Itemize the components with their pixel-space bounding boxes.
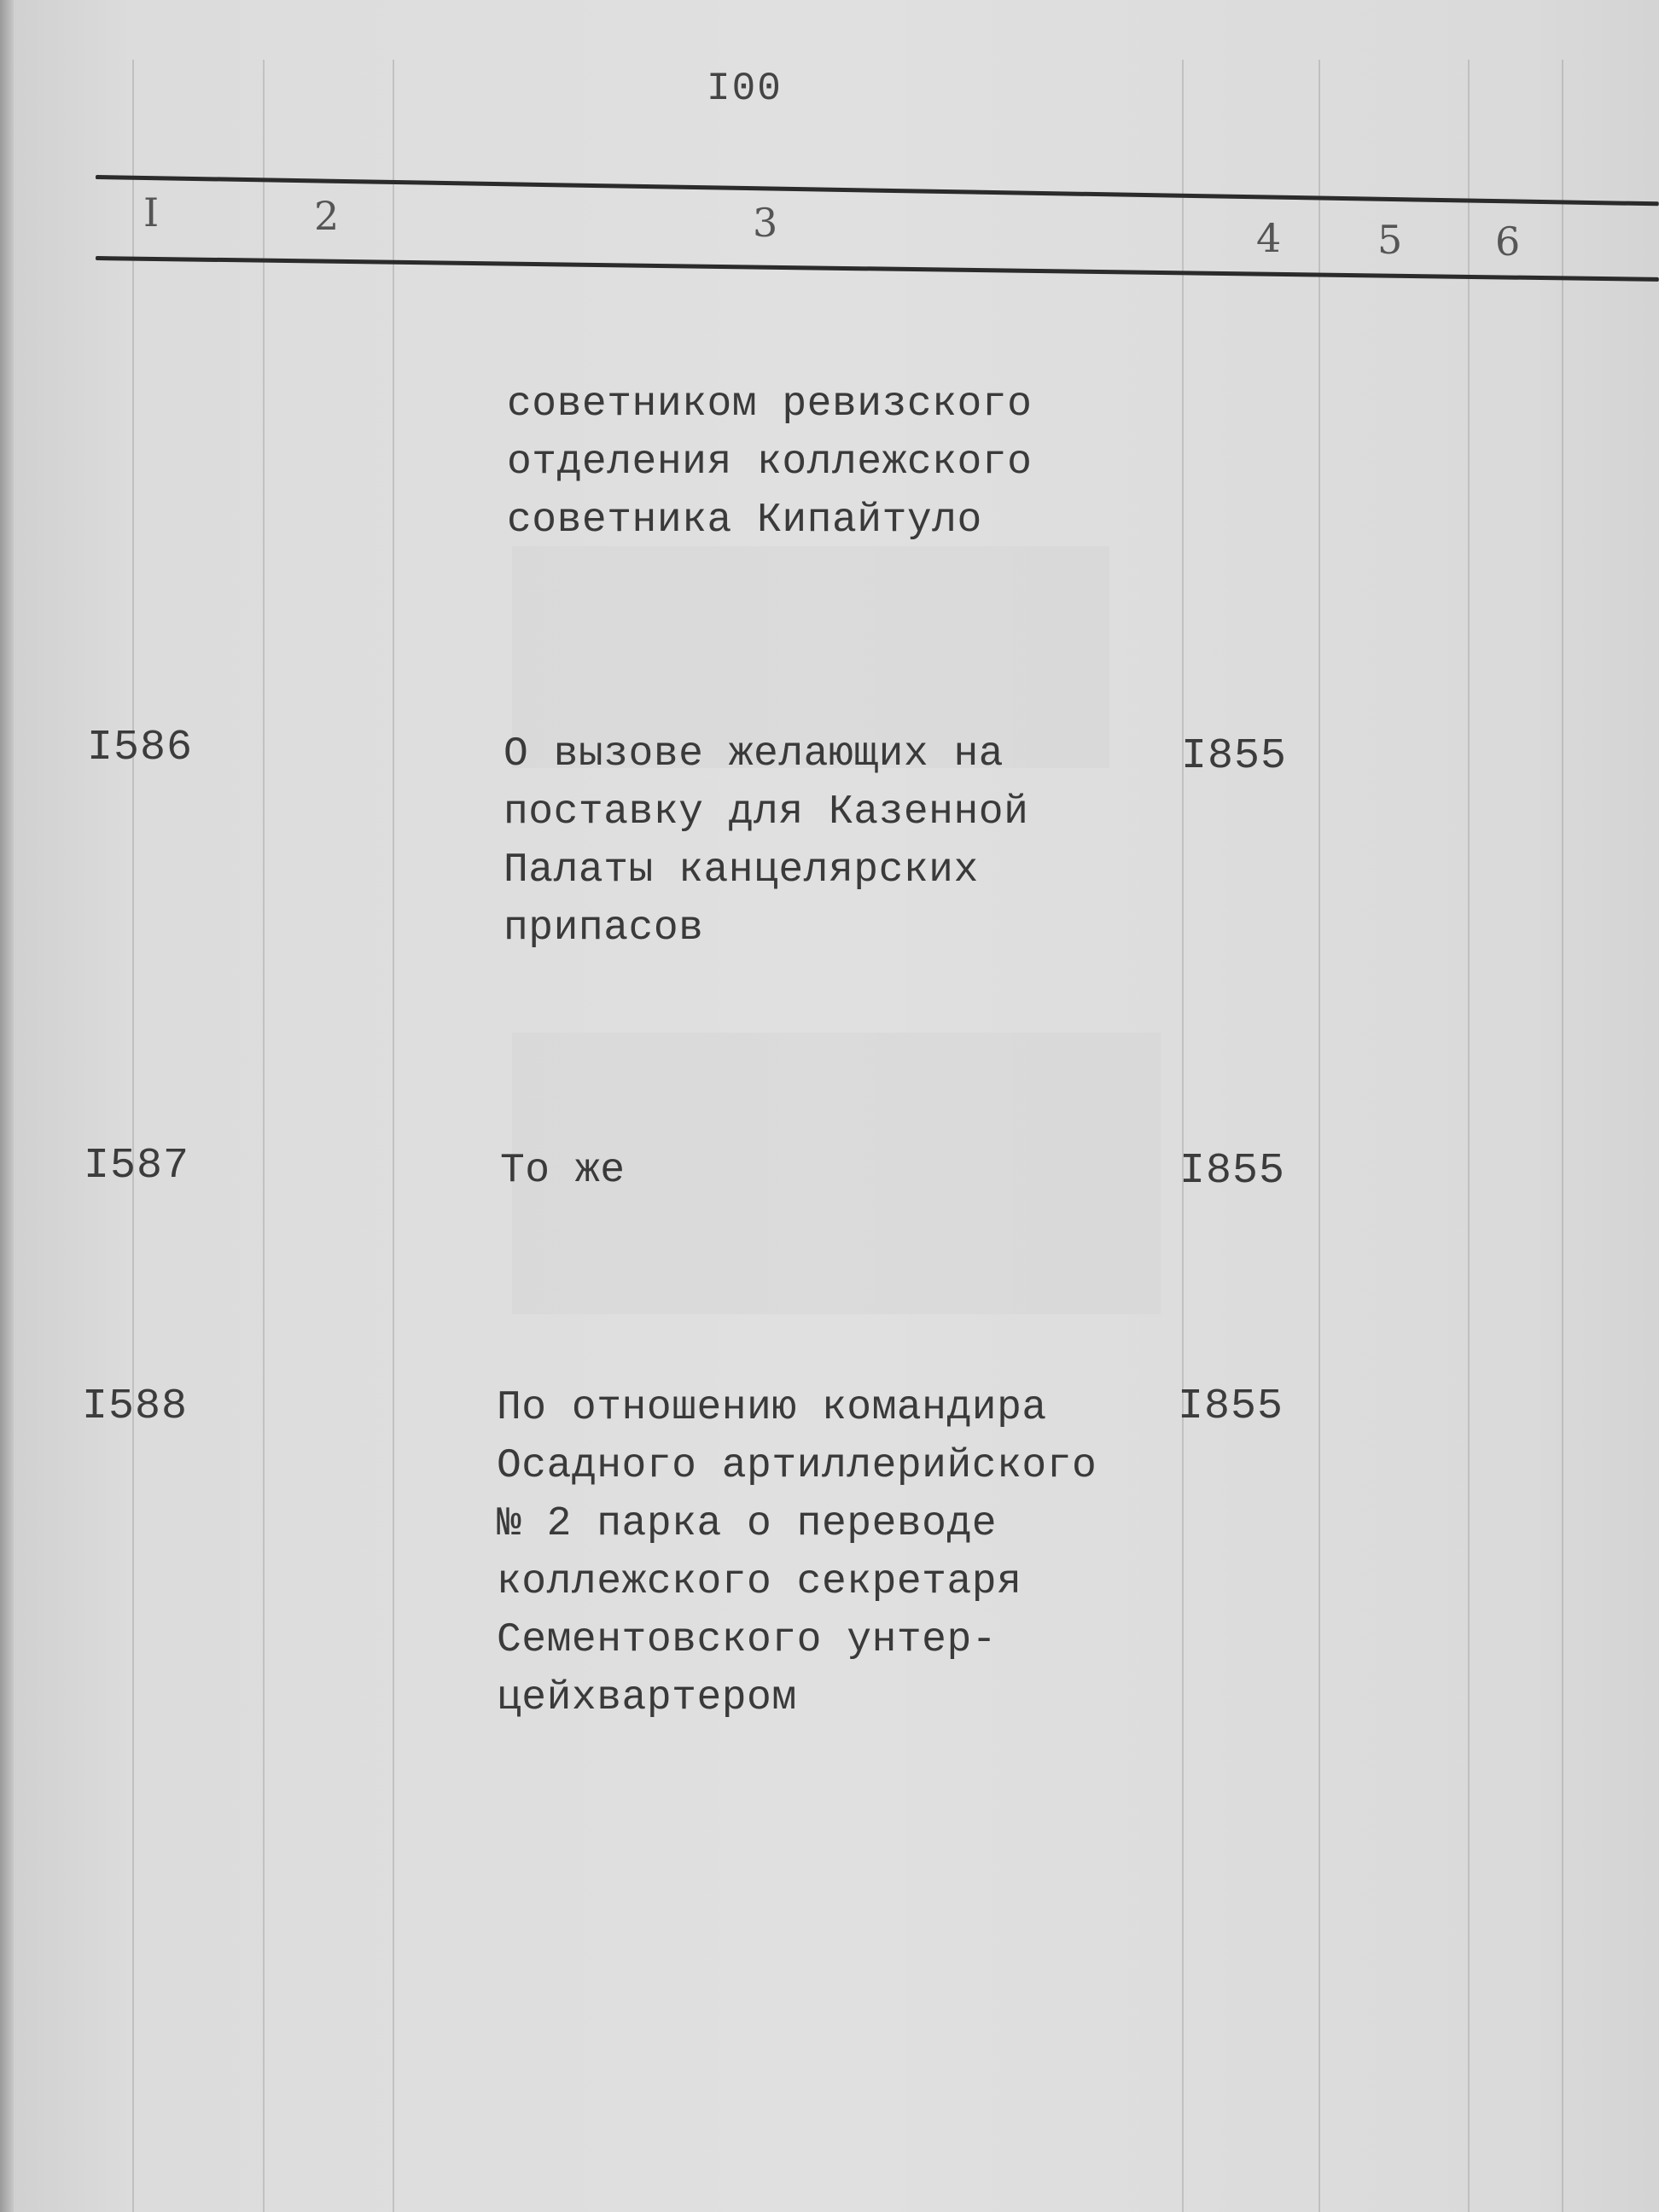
entry-title: То же	[500, 1148, 626, 1194]
page-edge-shadow	[0, 0, 14, 2212]
column-header-1: I	[143, 189, 160, 236]
column-divider	[393, 60, 394, 2212]
header-rule-bottom	[96, 256, 1659, 282]
entry-year: I855	[1179, 1147, 1286, 1196]
page-number: I00	[707, 67, 783, 111]
entry-title: О вызове желающих на поставку для Казенной Палаты канцелярских припасов	[504, 731, 1029, 952]
entry-title: По отношению командира Осадного артиллерийского № 2 парка о переводе коллежского секретаря Сементовского унтер- цейхвартером	[497, 1385, 1097, 1721]
column-header-2: 2	[314, 193, 340, 239]
entry-year: I855	[1178, 1382, 1284, 1431]
column-divider	[1318, 60, 1320, 2212]
column-divider	[1468, 60, 1470, 2212]
entry-year: I855	[1181, 732, 1288, 781]
column-header-5: 5	[1377, 217, 1403, 263]
entry-number: I586	[87, 724, 194, 772]
column-divider	[1562, 60, 1563, 2212]
continuation-text: советником ревизского отделения коллежского советника Кипайтуло	[507, 381, 1033, 544]
column-header-3: 3	[753, 200, 778, 246]
column-header-4: 4	[1256, 215, 1282, 261]
column-divider	[132, 60, 134, 2212]
column-header-6: 6	[1495, 218, 1521, 265]
column-divider	[263, 60, 265, 2212]
entry-number: I588	[82, 1382, 189, 1431]
entry-number: I587	[84, 1142, 190, 1190]
